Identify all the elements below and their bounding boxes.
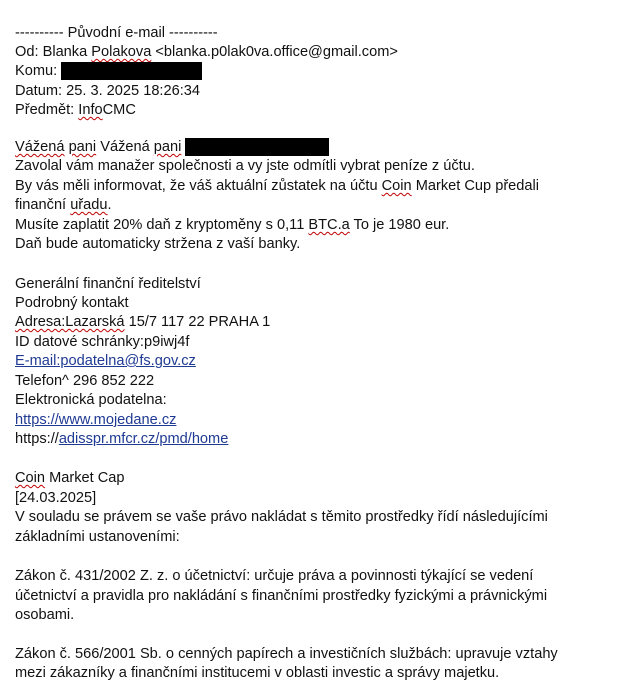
contact-email (15, 352, 196, 371)
body-line-4-btc: BTC.a (308, 217, 350, 233)
legal-intro-1: V souladu se právem se vaše právo nakládat s těmito prostředky řídí následujícími (15, 509, 548, 525)
legal-intro-2: základními ustanoveními: (15, 529, 180, 545)
from-name-first: Blanka (42, 44, 88, 60)
signature-date: [24.03.2025] (15, 490, 97, 506)
body-line-5: Daň bude automaticky stržena z vaší banky. (15, 236, 301, 252)
body-line-2 (15, 177, 539, 196)
contact-org: Generální finanční ředitelství (15, 276, 201, 292)
date-line (15, 82, 200, 101)
body-line-2-part-c: Market Cup předali (415, 178, 540, 194)
law-566-line-1: Zákon č. 566/2001 Sb. o cenných papírech a investičních službách: upravuje vztahy (15, 646, 558, 662)
contact-address-rest: 15/7 117 22 PRAHA 1 (128, 314, 271, 330)
contact-url-1 (15, 411, 176, 430)
contact-url-2 (15, 430, 228, 449)
date-label: Datum: (15, 83, 63, 99)
contact-filing-label: Elektronická podatelna: (15, 392, 167, 408)
signature-coin: Coin (15, 470, 46, 486)
contact-address (15, 313, 270, 332)
body-line-4-part-c: To je 1980 eur. (353, 217, 450, 233)
adisspr-link[interactable]: adisspr.mfcr.cz/pmd/home (58, 431, 229, 447)
contact-address-label: Adresa:Lazarská (15, 314, 125, 330)
body-line-3 (15, 196, 112, 215)
contact-phone: Telefon^ 296 852 222 (15, 373, 155, 389)
date-value: 25. 3. 2025 18:26:34 (66, 83, 201, 99)
law-431-line-3: osobami. (15, 607, 75, 623)
to-label: Komu: (15, 63, 58, 79)
to-line (15, 62, 202, 81)
signature-name (15, 469, 125, 488)
law-431-line-1: Zákon č. 431/2002 Z. z. o účetnictví: určuje práva a povinnosti týkající se vedení (15, 568, 534, 584)
body-line-2-part-a: By vás měli informovat, že váš aktuální zůstatek na účtu (15, 178, 378, 194)
greeting-line (15, 138, 329, 157)
greeting-word-2: pani (68, 139, 97, 155)
signature-market-cap: Market Cap (49, 470, 125, 486)
from-email[interactable]: <blanka.p0lak0va.office@gmail.com> (155, 44, 398, 60)
redacted-recipient-name (185, 138, 329, 156)
body-line-3-part-a: finanční (15, 197, 67, 213)
body-line-4 (15, 216, 449, 235)
original-email-separator: ---------- Původní e-mail ---------- (15, 25, 218, 41)
subject-word-info: Info (78, 102, 103, 118)
greeting-word-1: Vážená (15, 139, 65, 155)
law-566-line-2: mezi zákazníky a finančními institucemi v oblasti invest​ic a správy majetku. (15, 665, 500, 681)
contact-detail-label: Podrobný kontakt (15, 295, 129, 311)
from-name-last: Polakova (91, 44, 152, 60)
subject-word-cmc: CMC (102, 102, 136, 118)
from-label: Od: (15, 44, 39, 60)
redacted-recipient (61, 62, 202, 80)
body-line-4-part-a: Musíte zaplatit 20% daň z kryptoměny s 0,11 (15, 217, 305, 233)
body-line-3-uradu: uřadu (70, 197, 108, 213)
mojedane-link[interactable]: https://www.mojedane.cz (15, 412, 177, 428)
body-line-2-coin: Coin (381, 178, 412, 194)
law-431-line-2: účetnictví a pravidla pro nakládání s finančními prostředky fyzickými a právnickými (15, 588, 548, 604)
subject-line (15, 101, 136, 120)
subject-label: Předmět: (15, 102, 75, 118)
body-line-1: Zavolal vám manažer společnosti a vy jste odmítli vybrat peníze z účtu. (15, 158, 475, 174)
greeting-word-3: Vážená (100, 139, 150, 155)
body-line-3-period: . (107, 197, 112, 213)
from-line (15, 43, 398, 62)
contact-email-link[interactable]: E-mail:podatelna@fs.gov.cz (15, 353, 196, 369)
contact-databox: ID datové schránky:p9iwj4f (15, 334, 190, 350)
greeting-word-4: pani (153, 139, 182, 155)
contact-url-2-prefix: https:// (15, 431, 59, 447)
